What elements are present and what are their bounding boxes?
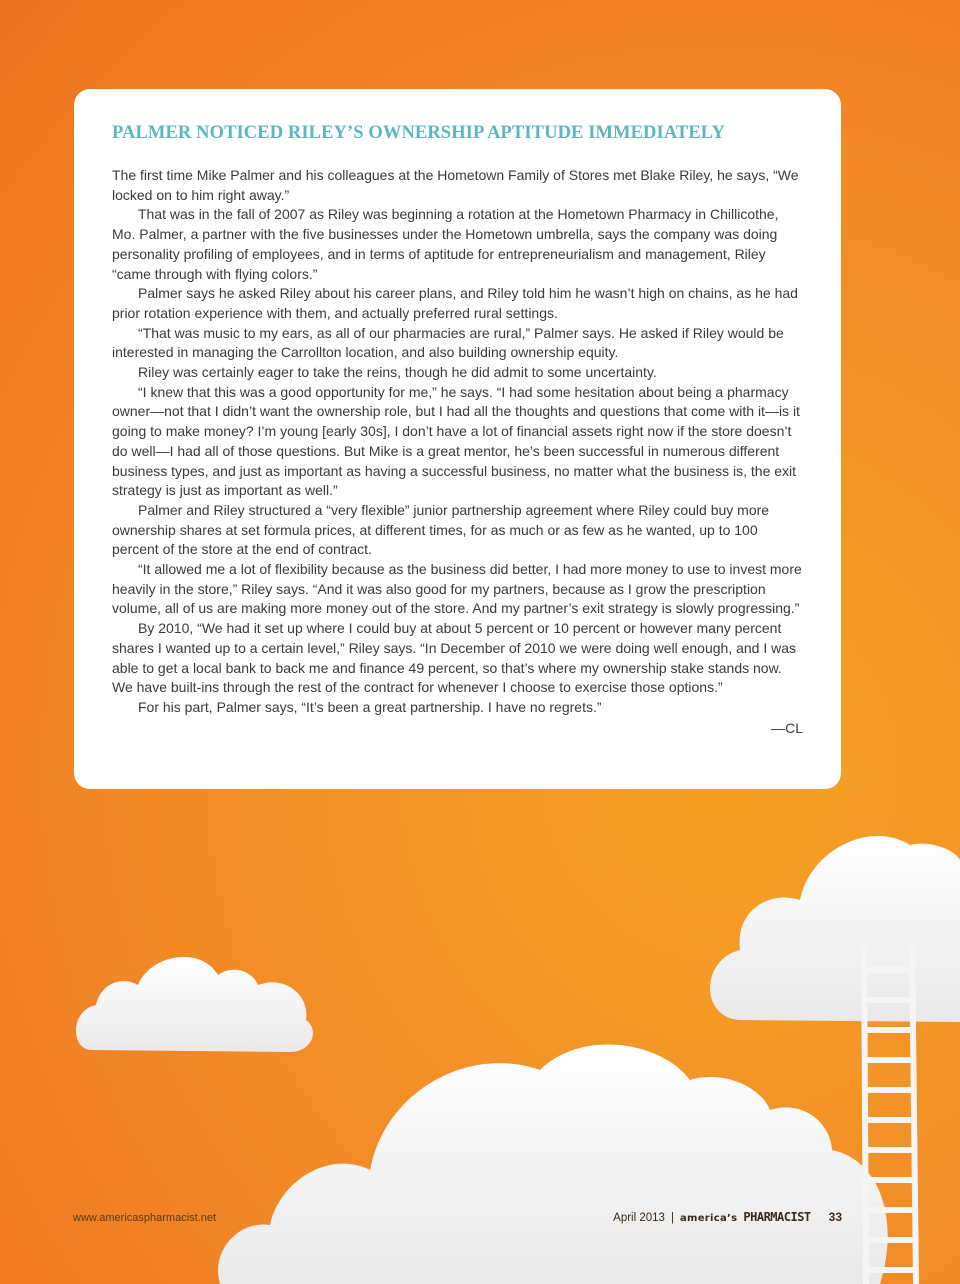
article-paragraph: Palmer and Riley structured a “very flexible” junior partnership agreement where Riley could buy more ownership shares at set formula prices, at different times, for as much or as few as he wanted, up to 100 percent of the store at the end of contract. xyxy=(112,501,770,558)
footer-separator: | xyxy=(670,1212,674,1224)
issue-date: April 2013 xyxy=(613,1212,665,1224)
article-paragraph: For his part, Palmer says, “It’s been a great partnership. I have no regrets.” xyxy=(138,698,602,715)
article-paragraph: Riley was certainly eager to take the reins, though he did admit to some uncertainty. xyxy=(138,364,657,381)
footer-url[interactable]: www.americaspharmacist.net xyxy=(73,1212,217,1224)
article-paragraph: “It allowed me a lot of flexibility because as the business did better, I had more money to use to invest more heavily in the store,” Riley says. “And it was also good for my partners, because as I grow the prescription volume, all of us are making more money out of the store. And my partner’s exit strategy is slowly progressing.” xyxy=(112,561,802,617)
article-paragraph: “I knew that this was a good opportunity for me,” he says. “I had some hesitation about being a pharmacy owner—not that I didn’t want the ownership role, but I had all the thoughts and questions that come with it—is it going to make money? I’m young [early 30s], I don’t have a lot of financial assets right now if the store doesn’t do well—I had all of those questions. But Mike is a great mentor, he’s been successful in numerous different business types, and just as important as having a successful business, no matter what the business is, the exit strategy is just as important as well.” xyxy=(112,383,800,499)
article-paragraph: Palmer says he asked Riley about his career plans, and Riley told him he wasn’t high on chains, as he had prior rotation experience with them, and actually preferred rural settings. xyxy=(112,285,798,321)
article-headline: PALMER NOTICED RILEY’S OWNERSHIP APTITUDE IMMEDIATELY xyxy=(112,123,725,143)
article-card xyxy=(74,89,841,789)
cloud-icon xyxy=(710,836,960,1022)
article-paragraph: “That was music to my ears, as all of our pharmacies are rural,” Palmer says. He asked if Riley would be interested in managing the Carrollton location, and also building ownership equity. xyxy=(112,324,784,361)
page-number: 33 xyxy=(828,1210,842,1224)
article-paragraph: By 2010, “We had it set up where I could buy at about 5 percent or 10 percent or however many percent shares I wanted up to a certain level,” Riley says. “In December of 2010 we were doing well enough, and I was able to get a local bank to back me and finance 49 percent, so that’s where my ownership stake stands now. We have built-ins through the rest of the contract for whenever I choose to exercise those options.” xyxy=(112,620,797,696)
article-paragraph: The first time Mike Palmer and his colleagues at the Hometown Family of Stores met Blake Riley, he says, “We locked on to him right away.” xyxy=(112,167,799,203)
cloud-icon xyxy=(218,1045,888,1284)
footer-masthead xyxy=(613,1210,842,1224)
article-paragraph: That was in the fall of 2007 as Riley was beginning a rotation at the Hometown Pharmacy in Chillicothe, Mo. Palmer, a partner with the five businesses under the Hometown umbrella, says the company was doing personality profiling of employees, and in terms of aptitude for entrepreneurialism and management, Riley “came through with flying colors.” xyxy=(112,206,779,282)
cloud-icon xyxy=(76,957,313,1052)
author-signoff: —CL xyxy=(771,719,803,736)
magazine-logo-name: PHARMACIST xyxy=(743,1210,811,1224)
magazine-logo-prefix: america’s xyxy=(679,1213,738,1224)
article-body xyxy=(112,166,803,718)
